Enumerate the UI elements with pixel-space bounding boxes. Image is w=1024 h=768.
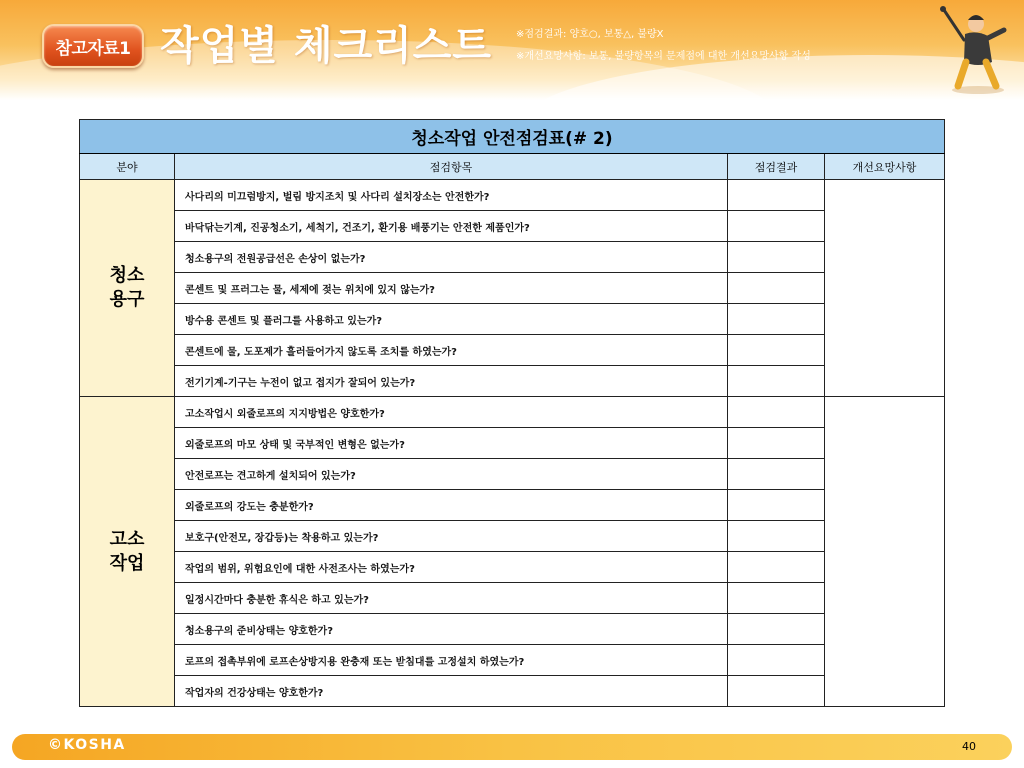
result-cell[interactable] [728, 304, 825, 335]
check-item-cell: 청소용구의 준비상태는 양호한가? [175, 614, 728, 645]
page-number: 40 [962, 740, 976, 753]
table-row [80, 428, 945, 459]
check-item-cell: 전기기계-기구는 누전이 없고 접지가 잘되어 있는가? [175, 366, 728, 397]
check-item-cell: 콘센트에 물, 도포제가 흘러들어가지 않도록 조치를 하였는가? [175, 335, 728, 366]
table-row [80, 676, 945, 707]
check-item-cell: 작업자의 건강상태는 양호한가? [175, 676, 728, 707]
column-header-improvement: 개선요망사항 [825, 154, 945, 180]
result-cell[interactable] [728, 428, 825, 459]
check-item-cell: 보호구(안전모, 장갑등)는 착용하고 있는가? [175, 521, 728, 552]
check-item-cell: 바닥닦는기계, 진공청소기, 세척기, 건조기, 환기용 배풍기는 안전한 제품인가? [175, 211, 728, 242]
table-row [80, 521, 945, 552]
improvement-cell[interactable] [825, 397, 945, 707]
table-row [80, 304, 945, 335]
table-row [80, 614, 945, 645]
column-header-item: 점검항목 [175, 154, 728, 180]
result-cell[interactable] [728, 552, 825, 583]
category-cell: 고소 작업 [80, 397, 175, 707]
check-item-cell: 외줄로프의 마모 상태 및 국부적인 변형은 없는가? [175, 428, 728, 459]
result-cell[interactable] [728, 459, 825, 490]
table-row [80, 583, 945, 614]
result-cell[interactable] [728, 273, 825, 304]
check-item-cell: 작업의 범위, 위험요인에 대한 사전조사는 하였는가? [175, 552, 728, 583]
table-row [80, 645, 945, 676]
result-cell[interactable] [728, 645, 825, 676]
result-cell[interactable] [728, 521, 825, 552]
check-item-cell: 청소용구의 전원공급선은 손상이 없는가? [175, 242, 728, 273]
column-header-category: 분야 [80, 154, 175, 180]
table-row [80, 273, 945, 304]
category-cell: 청소 용구 [80, 180, 175, 397]
result-cell[interactable] [728, 180, 825, 211]
table-row [80, 459, 945, 490]
table-row [80, 180, 945, 211]
table-row [80, 366, 945, 397]
table-row [80, 397, 945, 428]
table-row [80, 242, 945, 273]
result-cell[interactable] [728, 490, 825, 521]
result-cell[interactable] [728, 242, 825, 273]
table-row [80, 490, 945, 521]
checklist-table [79, 119, 945, 707]
table-row [80, 552, 945, 583]
cheering-man-illustration [930, 2, 1020, 94]
header-banner [0, 0, 1024, 100]
improvement-legend-note: ※개선요망사항: 보통, 불량항목의 문제점에 대한 개선요망사항 작성 [516, 51, 811, 62]
checklist-table-container [79, 119, 944, 707]
result-cell[interactable] [728, 397, 825, 428]
legend-notes [516, 24, 811, 68]
result-legend-note: ※점검결과: 양호○, 보통△, 불량X [516, 29, 664, 40]
footer-bar [12, 734, 1012, 760]
table-title: 청소작업 안전점검표(# 2) [80, 120, 945, 154]
result-cell[interactable] [728, 614, 825, 645]
check-item-cell: 일정시간마다 충분한 휴식은 하고 있는가? [175, 583, 728, 614]
improvement-cell[interactable] [825, 180, 945, 397]
check-item-cell: 사다리의 미끄럼방지, 벌림 방지조치 및 사다리 설치장소는 안전한가? [175, 180, 728, 211]
result-cell[interactable] [728, 366, 825, 397]
check-item-cell: 고소작업시 외줄로프의 지지방법은 양호한가? [175, 397, 728, 428]
table-row [80, 335, 945, 366]
check-item-cell: 외줄로프의 강도는 충분한가? [175, 490, 728, 521]
result-cell[interactable] [728, 211, 825, 242]
check-item-cell: 로프의 접촉부위에 로프손상방지용 완충재 또는 받침대를 고정설치 하였는가? [175, 645, 728, 676]
check-item-cell: 콘센트 및 프러그는 물, 세제에 젖는 위치에 있지 않는가? [175, 273, 728, 304]
reference-badge: 참고자료1 [42, 24, 144, 68]
result-cell[interactable] [728, 676, 825, 707]
result-cell[interactable] [728, 335, 825, 366]
table-row [80, 211, 945, 242]
kosha-logo: ©KOSHA [48, 737, 126, 753]
check-item-cell: 안전로프는 견고하게 설치되어 있는가? [175, 459, 728, 490]
check-item-cell: 방수용 콘센트 및 플러그를 사용하고 있는가? [175, 304, 728, 335]
result-cell[interactable] [728, 583, 825, 614]
column-header-result: 점검결과 [728, 154, 825, 180]
page-title: 작업별 체크리스트 [160, 23, 493, 69]
